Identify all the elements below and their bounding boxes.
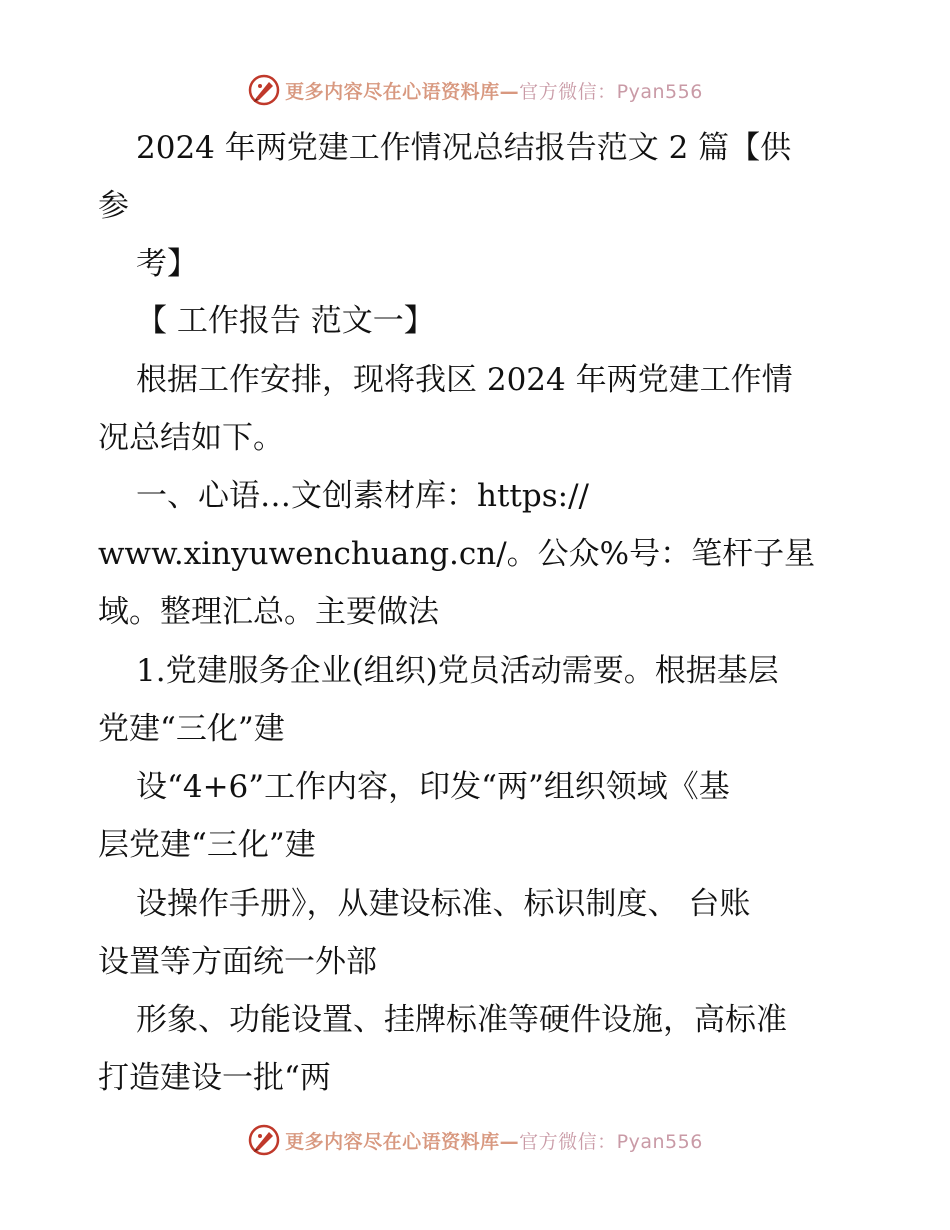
footer-watermark-banner [0, 1120, 950, 1160]
footer-banner-text: 更多内容尽在心语资料库—官方微信：Pyan556 [285, 1130, 703, 1153]
paragraph-line: 打造建设一批“两 [98, 1060, 331, 1096]
footer-wechat-id: 官方微信：Pyan556 [519, 1130, 703, 1153]
section-heading: 【 工作报告 范文一】 [136, 303, 435, 339]
paragraph-line: 设操作手册》，从建设标准、标识制度、 台账 [136, 886, 751, 922]
paragraph-line: 党建“三化”建 [98, 711, 285, 747]
paragraph-line: www.xinyuwenchuang.cn/。公众%号：笔杆子星 [98, 536, 816, 572]
header-wechat-id: 官方微信：Pyan556 [519, 80, 703, 103]
title-line-3: 考】 [136, 246, 198, 282]
pen-nib-icon [247, 1123, 281, 1157]
paragraph-line: 一、心语…文创素材库：https:// [136, 478, 589, 514]
paragraph-line: 设置等方面统一外部 [98, 944, 377, 980]
header-banner-text: 更多内容尽在心语资料库—官方微信：Pyan556 [285, 80, 703, 103]
paragraph-line: 形象、功能设置、挂牌标准等硬件设施，高标准 [136, 1002, 787, 1038]
paragraph-line: 域。整理汇总。主要做法 [98, 594, 439, 630]
paragraph-line: 1.党建服务企业(组织)党员活动需要。根据基层 [136, 653, 779, 689]
title-line-1: 2024 年两党建工作情况总结报告范文 2 篇【供 [136, 130, 792, 166]
paragraph-line: 层党建“三化”建 [98, 827, 316, 863]
paragraph-line: 设“4+6”工作内容，印发“两”组织领域《基 [136, 769, 730, 805]
title-line-2: 参 [98, 188, 129, 224]
paragraph-line: 根据工作安排，现将我区 2024 年两党建工作情 [136, 362, 793, 398]
paragraph-line: 况总结如下。 [98, 420, 284, 456]
